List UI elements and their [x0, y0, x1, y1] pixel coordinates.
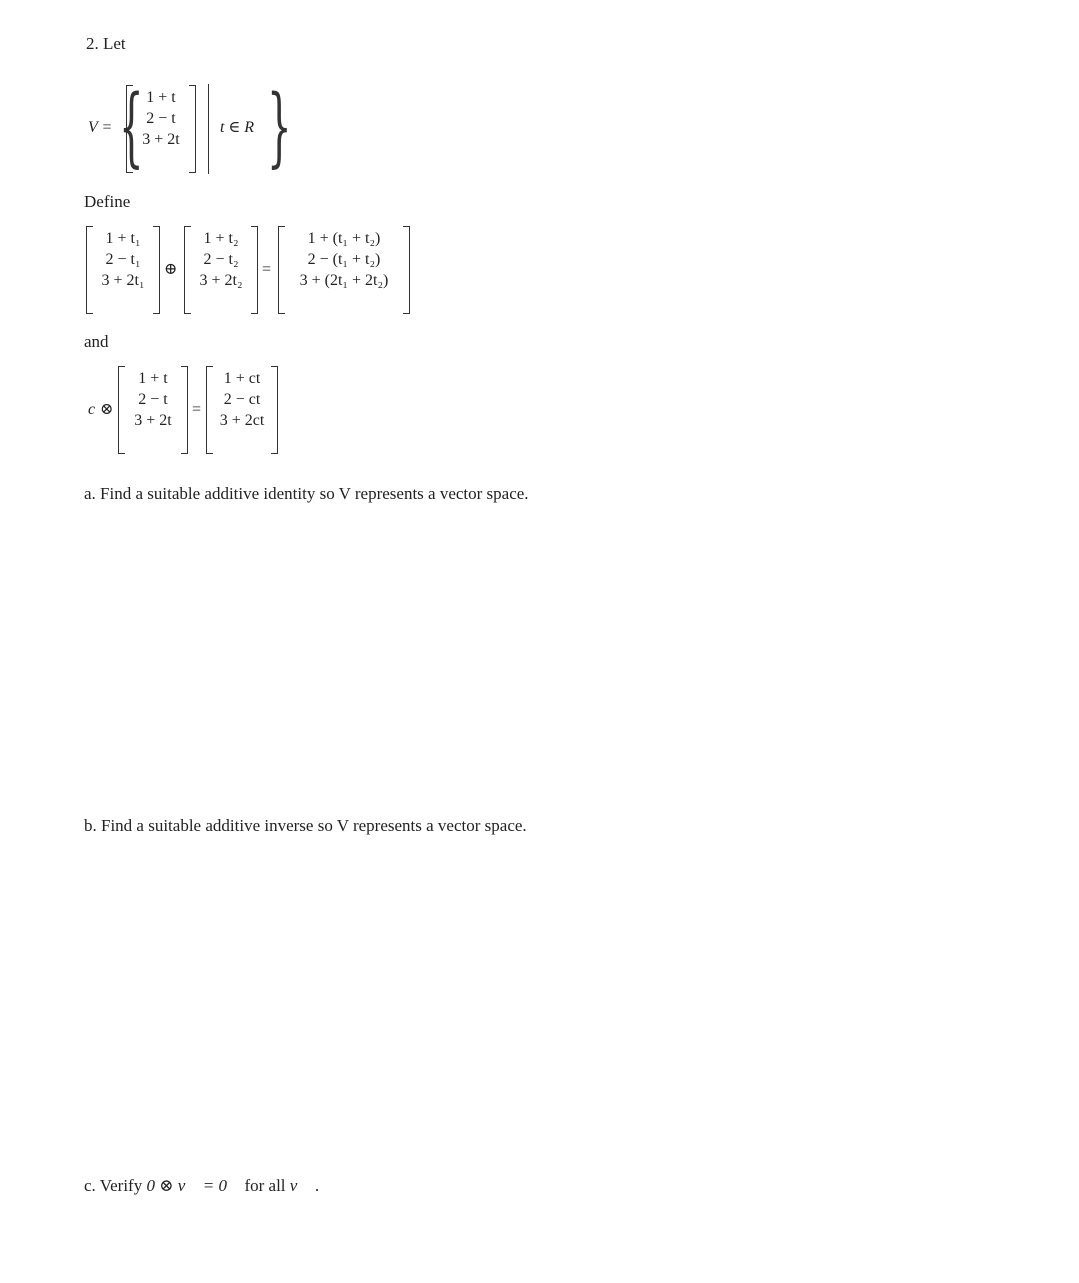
scalar-vector — [118, 366, 188, 454]
add-vector-2 — [184, 226, 258, 314]
such-that-bar — [208, 84, 209, 174]
set-lhs: V = — [88, 119, 113, 136]
add-v1-row-2: 2 − t₁ — [105, 251, 141, 268]
add-result-row-1: 1 + (t₁ + t₂) — [307, 230, 381, 247]
set-condition: t ∈ R — [220, 119, 255, 136]
part-c-var: v⃗ — [289, 1176, 311, 1195]
scalar-v-row-3: 3 + 2t — [134, 412, 172, 429]
add-v1-row-3: 3 + 2t₁ — [101, 272, 145, 289]
scalar-v-row-1: 1 + t — [138, 370, 168, 387]
left-brace-icon: { — [119, 77, 144, 177]
set-vector — [126, 85, 196, 173]
set-vector-row-1: 1 + t — [146, 89, 176, 106]
scalar-equals: = — [192, 401, 202, 418]
set-vector-row-2: 2 − t — [146, 110, 176, 127]
define-label: Define — [84, 192, 131, 211]
add-result-row-3: 3 + (2t₁ + 2t₂) — [299, 272, 389, 289]
part-c-question — [84, 1176, 319, 1196]
add-v1-row-1: 1 + t₁ — [105, 230, 141, 247]
part-a-question: a. Find a suitable additive identity so V represents a vector space. — [84, 484, 529, 503]
scalar-v-row-2: 2 − t — [138, 391, 168, 408]
problem-number: 2. Let — [86, 34, 126, 53]
add-vector-1 — [86, 226, 160, 314]
scalar-result-vector — [206, 366, 278, 454]
add-v2-row-2: 2 − t₂ — [203, 251, 239, 268]
add-equals: = — [262, 261, 272, 278]
add-result-vector — [278, 226, 410, 314]
oplus-icon: ⊕ — [164, 261, 178, 278]
add-result-row-2: 2 − (t₁ + t₂) — [307, 251, 381, 268]
add-v2-row-1: 1 + t₂ — [203, 230, 239, 247]
and-label: and — [84, 332, 109, 351]
part-c-end: . — [310, 1176, 320, 1195]
right-brace-icon: } — [267, 77, 292, 177]
part-c-mid: for all — [240, 1176, 290, 1195]
part-c-prefix: c. Verify — [84, 1176, 147, 1195]
part-c-math: 0 ⊗ v⃗ = 0⃗ — [146, 1176, 241, 1195]
scalar-result-row-3: 3 + 2ct — [219, 412, 265, 429]
scalar-c: c — [88, 401, 96, 418]
scalar-result-row-1: 1 + ct — [223, 370, 261, 387]
set-vector-row-3: 3 + 2t — [142, 131, 180, 148]
otimes-icon: ⊗ — [100, 401, 114, 418]
scalar-result-row-2: 2 − ct — [223, 391, 261, 408]
add-v2-row-3: 3 + 2t₂ — [199, 272, 243, 289]
part-b-question: b. Find a suitable additive inverse so V represents a vector space. — [84, 816, 527, 835]
